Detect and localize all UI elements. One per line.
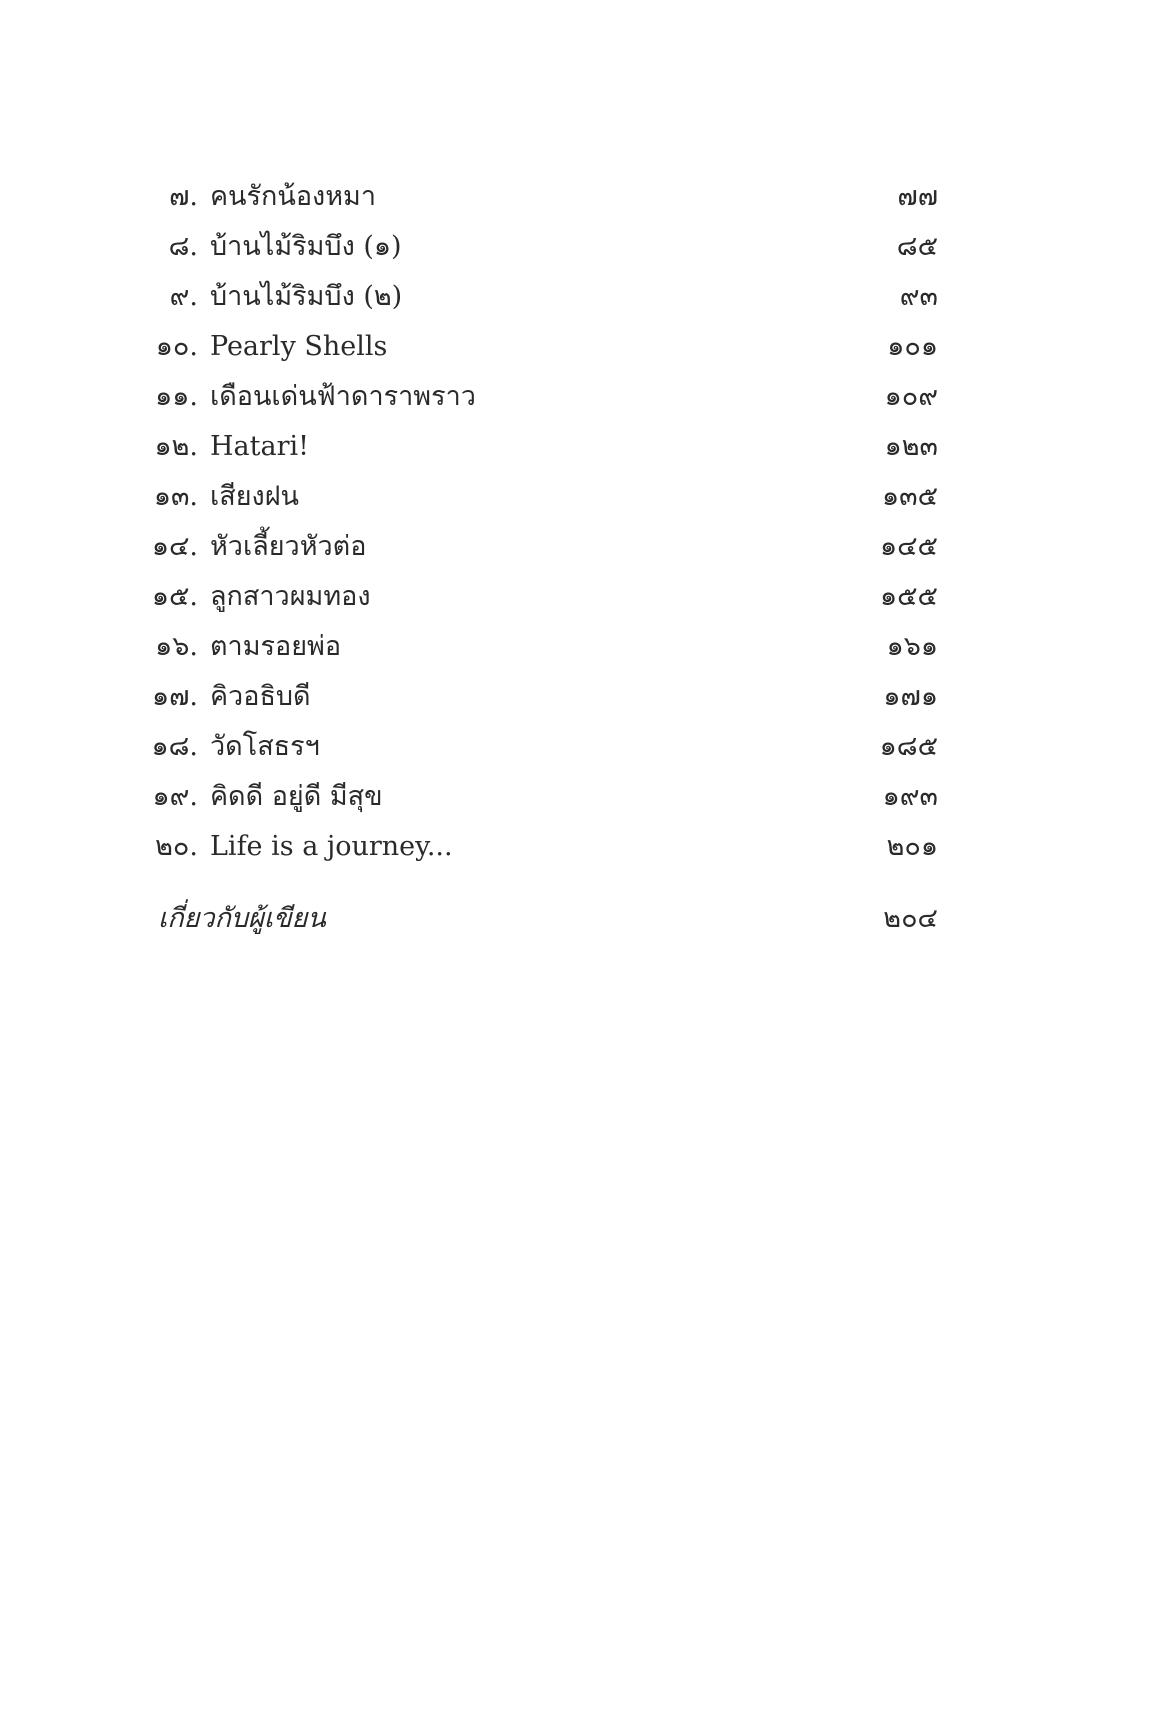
- entry-page-number: ๑๒๓: [884, 431, 938, 462]
- entry-number: ๑๖.: [155, 631, 198, 662]
- toc-entry-12[interactable]: [154, 422, 938, 472]
- entry-title: Hatari!: [210, 431, 309, 462]
- toc-entry-7[interactable]: [158, 172, 938, 222]
- entry-page-number: ๑๗๑: [883, 681, 938, 712]
- entry-number: ๑๓.: [153, 481, 198, 512]
- entry-number: ๑๑.: [155, 381, 198, 412]
- entry-page-number: ๑๘๕: [879, 731, 938, 762]
- entry-title: เดือนเด่นฟ้าดาราพราว: [210, 381, 476, 412]
- entry-number: ๑๒.: [154, 431, 198, 462]
- toc-entry-19[interactable]: [152, 772, 938, 822]
- entry-page-number: ๑๖๑: [886, 631, 938, 662]
- entry-page-number: ๗๗: [897, 181, 938, 212]
- entry-page-number: ๑๕๕: [879, 581, 938, 612]
- entry-number: ๘.: [168, 231, 198, 262]
- entry-title: คนรักน้องหมา: [210, 181, 376, 212]
- entry-title: ลูกสาวผมทอง: [210, 581, 371, 612]
- appendix-page-number: ๒๐๔: [883, 903, 938, 934]
- toc-entry-14[interactable]: [151, 522, 938, 572]
- entry-title: คิดดี อยู่ดี มีสุข: [210, 781, 383, 812]
- entry-number: ๒๐.: [155, 831, 198, 862]
- entry-page-number: ๑๐๙: [884, 381, 938, 412]
- entry-number: ๑๗.: [151, 681, 198, 712]
- toc-entry-20[interactable]: [155, 822, 938, 872]
- entry-page-number: ๒๐๑: [886, 831, 938, 862]
- entry-number: ๑๙.: [152, 781, 198, 812]
- toc-entry-11[interactable]: [155, 372, 938, 422]
- toc-entry-16[interactable]: [155, 622, 938, 672]
- toc-entry-15[interactable]: [151, 572, 938, 622]
- entry-page-number: ๑๓๕: [881, 481, 938, 512]
- entry-page-number: ๑๙๓: [882, 781, 938, 812]
- entry-title: หัวเลี้ยวหัวต่อ: [210, 531, 367, 562]
- entry-page-number: ๑๔๕: [879, 531, 938, 562]
- entry-title: วัดโสธรฯ: [210, 731, 320, 762]
- entry-number: ๑๔.: [151, 531, 198, 562]
- toc-entry-9[interactable]: [158, 272, 938, 322]
- table-of-contents: [151, 172, 938, 944]
- entry-number: ๑๘.: [151, 731, 198, 762]
- entry-title: บ้านไม้ริมบึง (๒): [210, 281, 403, 312]
- appendix-title: เกี่ยวกับผู้เขียน: [158, 903, 326, 934]
- toc-entry-18[interactable]: [151, 722, 938, 772]
- toc-entry-13[interactable]: [153, 472, 938, 522]
- entry-title: บ้านไม้ริมบึง (๑): [210, 231, 402, 262]
- toc-entry-8[interactable]: [158, 222, 938, 272]
- entry-title: ตามรอยพ่อ: [210, 631, 342, 662]
- entry-title: เสียงฝน: [210, 481, 299, 512]
- entry-number: ๙.: [169, 281, 198, 312]
- toc-entry-10[interactable]: [155, 322, 938, 372]
- toc-entry-about-author[interactable]: [158, 894, 938, 944]
- entry-title: Life is a journey...: [210, 831, 453, 862]
- entry-page-number: ๙๓: [899, 281, 938, 312]
- entry-number: ๗.: [169, 181, 198, 212]
- toc-entry-17[interactable]: [151, 672, 938, 722]
- entry-page-number: ๑๐๑: [887, 331, 938, 362]
- entry-title: คิวอธิบดี: [210, 681, 311, 712]
- entry-number: ๑๕.: [151, 581, 198, 612]
- entry-title: Pearly Shells: [210, 331, 388, 362]
- entry-page-number: ๘๕: [896, 231, 938, 262]
- entry-number: ๑๐.: [155, 331, 198, 362]
